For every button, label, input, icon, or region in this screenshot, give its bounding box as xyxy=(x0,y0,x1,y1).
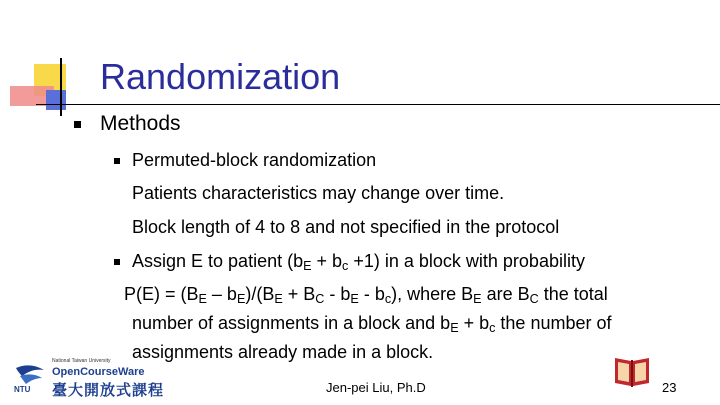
item-block-length: Block length of 4 to 8 and not specified in the protocol xyxy=(132,217,560,237)
item-permuted-block: Permuted-block randomization xyxy=(132,150,377,170)
footer-author: Jen-pei Liu, Ph.D xyxy=(326,380,426,395)
ntu-opencourseware-logo xyxy=(12,358,165,399)
decor-vertical-line xyxy=(60,58,62,116)
page-number: 23 xyxy=(662,380,677,395)
bullet-permuted xyxy=(114,158,120,164)
slide-title: Randomization xyxy=(100,56,341,97)
logo-opencourseware-text: OpenCourseWare xyxy=(52,366,145,378)
formula-line-2: number of assignments in a block and $b_E + b_c$ the number of xyxy=(132,313,612,336)
methods-heading: Methods xyxy=(100,112,181,135)
title-underline xyxy=(36,104,720,105)
bullet-methods xyxy=(74,121,81,128)
logo-university-text: National Taiwan University xyxy=(52,358,111,364)
item-assign-e: Assign E to patient $(b_E + b_c +1)$ in a block with probability xyxy=(132,251,585,274)
book-icon xyxy=(612,352,652,390)
logo-ntu-text: NTU xyxy=(14,385,31,394)
decor-blue-square xyxy=(46,90,66,110)
formula-line-1: $P(E) = (B_E - b_E)/(B_E + B_C - b_E - b_c)$, where $B_E$ are $B_C$ the total xyxy=(124,284,608,307)
logo-chinese-text: 臺大開放式課程 xyxy=(52,382,165,399)
bullet-assign xyxy=(114,259,120,265)
item-patients-characteristics: Patients characteristics may change over time. xyxy=(132,183,505,203)
formula-line-3: assignments already made in a block. xyxy=(132,342,434,362)
